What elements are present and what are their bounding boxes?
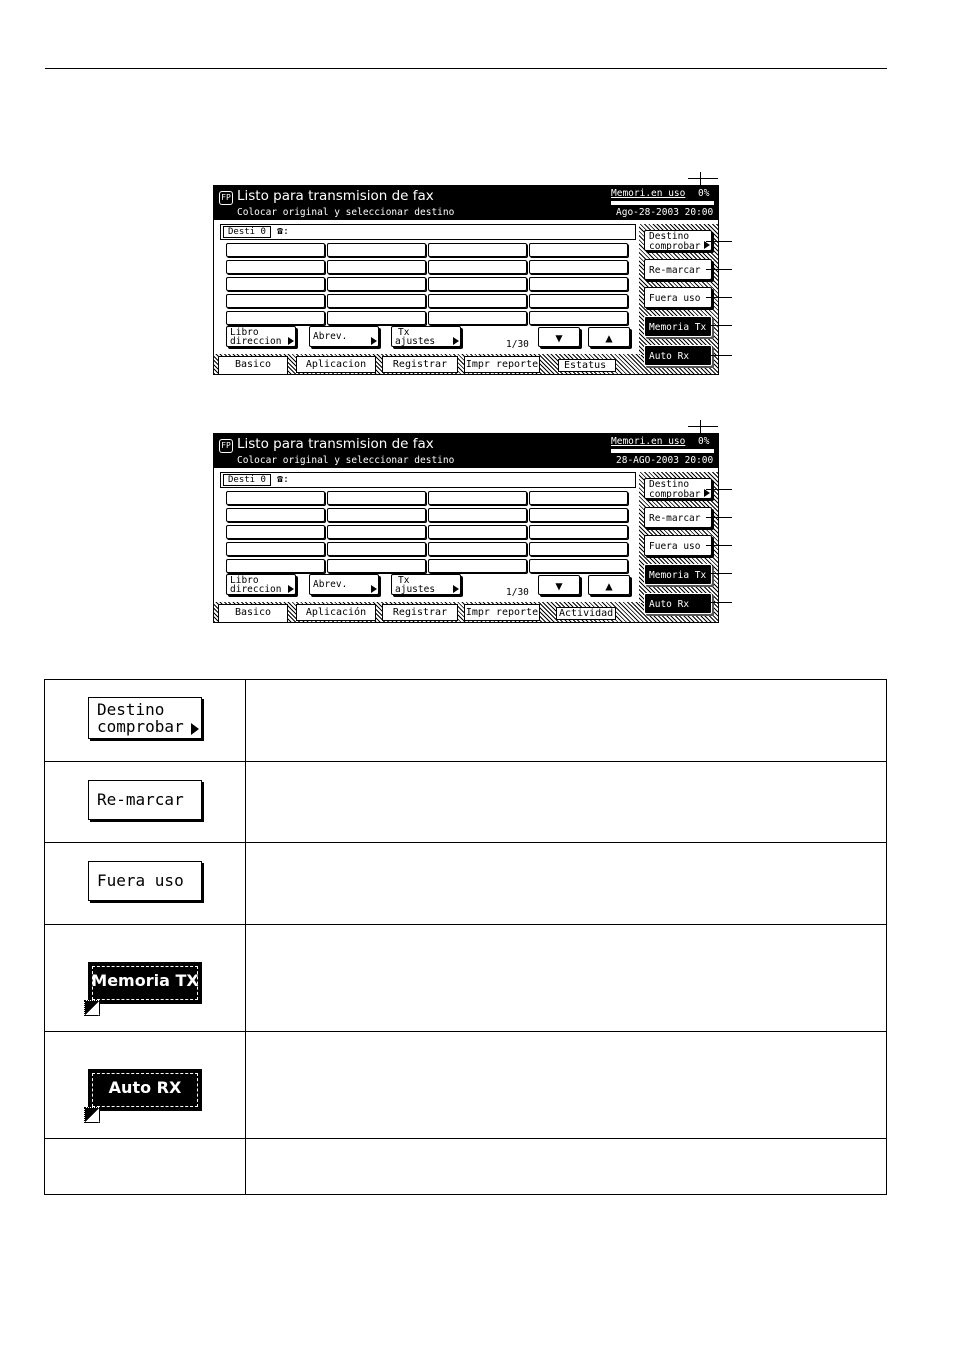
address-book-button[interactable] — [226, 326, 296, 347]
one-touch-key[interactable] — [428, 243, 527, 257]
address-book-label-1: Libro — [230, 327, 259, 338]
callout-line — [706, 517, 732, 518]
memoria-tx-label: Memoria Tx — [649, 570, 707, 581]
icon-cell — [45, 843, 246, 925]
fuera-uso-button[interactable] — [644, 287, 712, 308]
address-book-label-2: direccion — [230, 584, 282, 595]
callout-line — [706, 602, 732, 603]
one-touch-key[interactable] — [529, 277, 628, 291]
one-touch-key[interactable] — [226, 277, 325, 291]
tab-aplicacion[interactable]: Aplicación — [296, 604, 376, 621]
description-cell — [246, 1032, 887, 1139]
description-cell — [246, 843, 887, 925]
tx-settings-label-2: ajustes — [395, 584, 436, 595]
destino-label-2: comprobar — [649, 241, 701, 252]
memoria-tx-button[interactable] — [644, 316, 712, 337]
more-icon — [704, 241, 710, 249]
one-touch-key[interactable] — [226, 525, 325, 539]
remarcar-button[interactable] — [644, 507, 712, 528]
one-touch-key[interactable] — [226, 311, 325, 325]
address-book-button[interactable] — [226, 574, 296, 595]
one-touch-key[interactable] — [529, 243, 628, 257]
panel-subtitle: Colocar original y seleccionar destino — [237, 455, 455, 466]
remarcar-label: Re-marcar — [97, 789, 184, 809]
tab-impr-reporte[interactable]: Impr reporte — [464, 356, 540, 373]
one-touch-key[interactable] — [428, 260, 527, 274]
one-touch-key[interactable] — [428, 508, 527, 522]
memoria-tx-label: Memoria Tx — [649, 322, 707, 333]
one-touch-key[interactable] — [226, 260, 325, 274]
one-touch-key[interactable] — [428, 559, 527, 573]
one-touch-key[interactable] — [428, 491, 527, 505]
icon-cell — [45, 680, 246, 762]
memory-bar — [611, 201, 714, 205]
page-indicator: 1/30 — [506, 339, 529, 350]
table-row — [45, 762, 887, 843]
callout-line — [688, 178, 718, 179]
table-row — [45, 680, 887, 762]
one-touch-key[interactable] — [327, 491, 426, 505]
callout-line — [706, 325, 732, 326]
more-icon — [288, 337, 294, 345]
more-icon — [371, 337, 377, 345]
description-cell — [246, 762, 887, 843]
more-icon — [453, 585, 459, 593]
memory-label: Memori.en uso — [611, 436, 686, 447]
table-row — [45, 1139, 887, 1195]
one-touch-key[interactable] — [529, 260, 628, 274]
address-book-label-2: direccion — [230, 336, 282, 347]
icon-cell — [45, 1139, 246, 1195]
remarcar-label: Re-marcar — [649, 265, 701, 276]
top-rule — [45, 68, 887, 69]
one-touch-key[interactable] — [529, 294, 628, 308]
fuera-uso-label: Fuera uso — [97, 871, 184, 890]
one-touch-key[interactable] — [529, 491, 628, 505]
auto-rx-button[interactable] — [644, 593, 712, 614]
one-touch-grid — [226, 243, 628, 325]
abbrev-label: Abrev. — [313, 331, 348, 342]
memory-percent: 0% — [698, 188, 710, 199]
abbrev-button[interactable] — [309, 574, 379, 595]
scroll-up-button[interactable]: ▲ — [588, 327, 630, 347]
tx-settings-label-2: ajustes — [395, 336, 436, 347]
table-row — [45, 1032, 887, 1139]
scroll-down-button[interactable]: ▼ — [538, 575, 580, 595]
tab-basico[interactable]: Basico — [218, 356, 288, 374]
fuera-uso-label: Fuera uso — [649, 293, 701, 304]
dest-label: Desti 0 — [223, 226, 271, 238]
tab-impr-reporte[interactable]: Impr reporte — [464, 604, 540, 621]
memory-percent: 0% — [698, 436, 710, 447]
dest-label: Desti 0 — [223, 474, 271, 486]
panel-subtitle: Colocar original y seleccionar destino — [237, 207, 455, 218]
icon-cell — [45, 925, 246, 1032]
corner-icon — [84, 1107, 100, 1123]
fax-icon: FP — [219, 191, 233, 205]
callout-line — [706, 489, 732, 490]
one-touch-grid — [226, 491, 628, 573]
panel-header — [214, 434, 718, 468]
panel-title: Listo para transmision de fax — [237, 436, 434, 452]
description-cell — [246, 925, 887, 1032]
remarcar-button[interactable] — [644, 259, 712, 280]
tx-settings-label-1: Tx — [398, 575, 410, 586]
callout-line — [688, 426, 718, 427]
one-touch-key[interactable] — [327, 525, 426, 539]
fuera-uso-illustration — [88, 861, 202, 901]
destination-field — [220, 224, 636, 240]
memoria-tx-button[interactable] — [644, 564, 712, 585]
tx-settings-button[interactable] — [391, 574, 461, 595]
panel-header — [214, 186, 718, 220]
abbrev-button[interactable] — [309, 326, 379, 347]
auto-rx-illustration — [88, 1069, 202, 1111]
callout-line — [706, 573, 732, 574]
date-time: 28-AGO-2003 20:00 — [616, 455, 714, 466]
destino-comprobar-button[interactable] — [644, 478, 712, 499]
description-cell — [246, 1139, 887, 1195]
one-touch-key[interactable] — [226, 559, 325, 573]
auto-rx-label: Auto Rx — [649, 599, 690, 610]
abbrev-label: Abrev. — [313, 579, 348, 590]
remarcar-illustration — [88, 780, 202, 820]
destino-label-1: Destino — [649, 479, 690, 490]
fax-icon: FP — [219, 439, 233, 453]
memoria-tx-illustration — [88, 962, 202, 1004]
one-touch-key[interactable] — [226, 491, 325, 505]
one-touch-key[interactable] — [428, 294, 527, 308]
one-touch-key[interactable] — [226, 294, 325, 308]
one-touch-key[interactable] — [327, 294, 426, 308]
button-legend-table — [44, 679, 887, 1195]
auto-rx-label: Auto RX — [108, 1077, 182, 1097]
one-touch-key[interactable] — [428, 311, 527, 325]
destino-comprobar-button[interactable] — [644, 230, 712, 251]
scroll-down-button[interactable]: ▼ — [538, 327, 580, 347]
one-touch-key[interactable] — [529, 542, 628, 556]
one-touch-key[interactable] — [529, 559, 628, 573]
address-book-label-1: Libro — [230, 575, 259, 586]
more-icon — [191, 723, 199, 735]
one-touch-key[interactable] — [529, 508, 628, 522]
icon-cell — [45, 1032, 246, 1139]
one-touch-key[interactable] — [327, 277, 426, 291]
destination-field — [220, 472, 636, 488]
table-row — [45, 925, 887, 1032]
tab-basico[interactable]: Basico — [218, 604, 288, 622]
one-touch-key[interactable] — [327, 243, 426, 257]
one-touch-key[interactable] — [226, 508, 325, 522]
destino-label-2: comprobar — [649, 489, 701, 500]
fuera-uso-button[interactable] — [644, 535, 712, 556]
destino-comprobar-illustration — [88, 697, 202, 739]
callout-line — [706, 355, 732, 356]
destino-label-1: Destino — [649, 231, 690, 242]
one-touch-key[interactable] — [428, 277, 527, 291]
more-icon — [288, 585, 294, 593]
memory-label: Memori.en uso — [611, 188, 686, 199]
corner-icon — [84, 1000, 100, 1016]
tx-settings-label-1: Tx — [398, 327, 410, 338]
phone-icon: ☎: — [277, 226, 290, 237]
phone-icon: ☎: — [277, 474, 290, 485]
more-icon — [704, 489, 710, 497]
more-icon — [371, 585, 377, 593]
tab-aplicacion[interactable]: Aplicacion — [296, 356, 376, 373]
destino-label-2: comprobar — [97, 717, 184, 736]
fax-panel-1 — [213, 185, 719, 375]
panel-title: Listo para transmision de fax — [237, 188, 434, 204]
scroll-up-button[interactable]: ▲ — [588, 575, 630, 595]
activity-button[interactable]: Actividad — [556, 607, 616, 620]
one-touch-key[interactable] — [327, 559, 426, 573]
one-touch-key[interactable] — [529, 525, 628, 539]
auto-rx-label: Auto Rx — [649, 351, 690, 362]
tab-registrar[interactable]: Registrar — [382, 356, 458, 373]
description-cell — [246, 680, 887, 762]
fax-panel-2 — [213, 433, 719, 623]
tab-registrar[interactable]: Registrar — [382, 604, 458, 621]
table-row — [45, 843, 887, 925]
memory-bar — [611, 449, 714, 453]
page-indicator: 1/30 — [506, 587, 529, 598]
fuera-uso-label: Fuera uso — [649, 541, 701, 552]
more-icon — [453, 337, 459, 345]
one-touch-key[interactable] — [529, 311, 628, 325]
one-touch-key[interactable] — [428, 525, 527, 539]
status-button[interactable]: Estatus — [558, 359, 616, 372]
one-touch-key[interactable] — [327, 508, 426, 522]
memoria-tx-label: Memoria TX — [91, 970, 199, 990]
one-touch-key[interactable] — [226, 542, 325, 556]
icon-cell — [45, 762, 246, 843]
remarcar-label: Re-marcar — [649, 513, 701, 524]
destino-label-1: Destino — [97, 700, 165, 719]
one-touch-key[interactable] — [226, 243, 325, 257]
callout-line — [706, 269, 732, 270]
one-touch-key[interactable] — [327, 260, 426, 274]
callout-line — [706, 241, 732, 242]
one-touch-key[interactable] — [327, 311, 426, 325]
callout-line — [706, 545, 732, 546]
one-touch-key[interactable] — [428, 542, 527, 556]
tx-settings-button[interactable] — [391, 326, 461, 347]
date-time: Ago-28-2003 20:00 — [616, 207, 714, 218]
auto-rx-button[interactable] — [644, 345, 712, 366]
callout-line — [706, 297, 732, 298]
one-touch-key[interactable] — [327, 542, 426, 556]
